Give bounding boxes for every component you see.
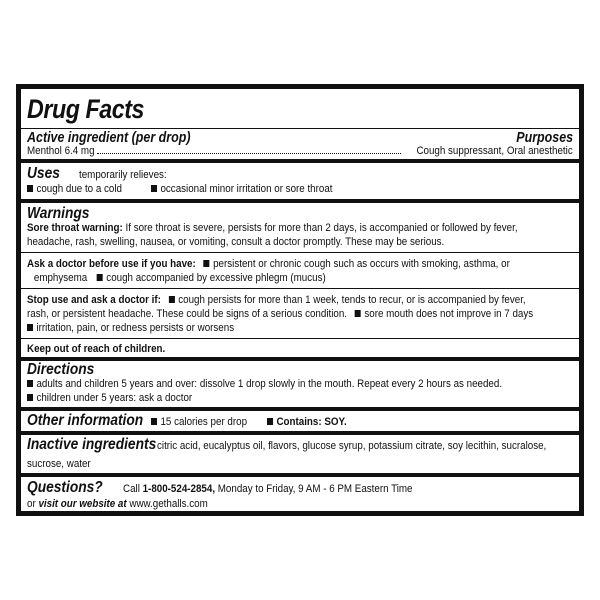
bullet-icon (97, 274, 103, 281)
divider (21, 473, 579, 477)
warnings-heading: Warnings (27, 205, 90, 222)
sore-throat-warning-cont: headache, rash, swelling, nausea, or vomiting, consult a doctor promptly. These may be serious. (27, 236, 445, 248)
drug-facts-title: Drug Facts (27, 94, 144, 124)
divider (21, 159, 579, 163)
inactive-ingredients-list: citric acid, eucalyptus oil, flavors, glucose syrup, potassium citrate, soy lecithin, sucralose, (157, 440, 547, 452)
uses-item: occasional minor irritation or sore throat (151, 182, 333, 196)
divider (21, 288, 579, 289)
uses-heading: Uses (27, 165, 60, 182)
divider (21, 407, 579, 411)
uses-intro: temporarily relieves: (79, 169, 167, 181)
uses-item: cough due to a cold (27, 182, 122, 196)
bullet-icon (27, 394, 33, 401)
stop-use-cont: rash, or persistent headache. These could be signs of a serious condition. sore mouth does not improve in 7 days (27, 308, 534, 320)
bullet-icon (27, 185, 33, 192)
stop-use: Stop use and ask a doctor if: cough persists for more than 1 week, tends to recur, or is accompanied by fever, (27, 294, 526, 306)
other-information-heading: Other information (27, 412, 144, 429)
other-item: Contains: SOY. (267, 415, 347, 429)
divider (21, 338, 579, 339)
bullet-icon (27, 324, 33, 331)
directions-heading: Directions (27, 361, 95, 378)
bullet-icon (355, 310, 361, 317)
directions-item: adults and children 5 years and over: dissolve 1 drop slowly in the mouth. Repeat every 2 hours as needed. (27, 377, 502, 391)
website-link[interactable]: www.gethalls.com (129, 498, 208, 510)
divider (21, 431, 579, 435)
leader-dots (97, 153, 401, 154)
questions-phone-line: Call 1-800-524-2854, Monday to Friday, 9 AM - 6 PM Eastern Time (123, 483, 413, 495)
divider (21, 199, 579, 203)
divider (21, 357, 579, 361)
other-item: 15 calories per drop (151, 415, 247, 429)
bullet-icon (27, 380, 33, 387)
ask-doctor-cont: emphysema cough accompanied by excessive phlegm (mucus) (33, 272, 326, 284)
questions-website-line: or visit our website at www.gethalls.com (27, 498, 208, 510)
divider (21, 252, 579, 253)
stop-use-item: irritation, pain, or redness persists or worsens (27, 321, 234, 335)
purpose: Cough suppressant, Oral anesthetic (416, 145, 573, 157)
bullet-icon (169, 296, 175, 303)
questions-heading: Questions? (27, 479, 103, 496)
bullet-icon (204, 260, 210, 267)
inactive-ingredients-cont: sucrose, water (27, 458, 91, 470)
active-ingredient: Menthol 6.4 mg (27, 145, 95, 157)
bullet-icon (151, 185, 157, 192)
inactive-ingredients-heading: Inactive ingredients (27, 436, 157, 453)
drug-facts-panel (16, 84, 584, 516)
bullet-icon (267, 418, 273, 425)
purposes-heading: Purposes (516, 130, 573, 146)
directions-item: children under 5 years: ask a doctor (27, 391, 192, 405)
bullet-icon (151, 418, 157, 425)
phone-number[interactable]: 1-800-524-2854, (142, 483, 216, 495)
sore-throat-warning: Sore throat warning: If sore throat is severe, persists for more than 2 days, is accompanied or followed by fever, (27, 222, 518, 234)
keep-out-of-reach: Keep out of reach of children. (27, 343, 166, 355)
active-ingredient-heading: Active ingredient (per drop) (27, 130, 191, 146)
ask-doctor: Ask a doctor before use if you have: persistent or chronic cough such as occurs with smoking, asthma, or (27, 258, 510, 270)
